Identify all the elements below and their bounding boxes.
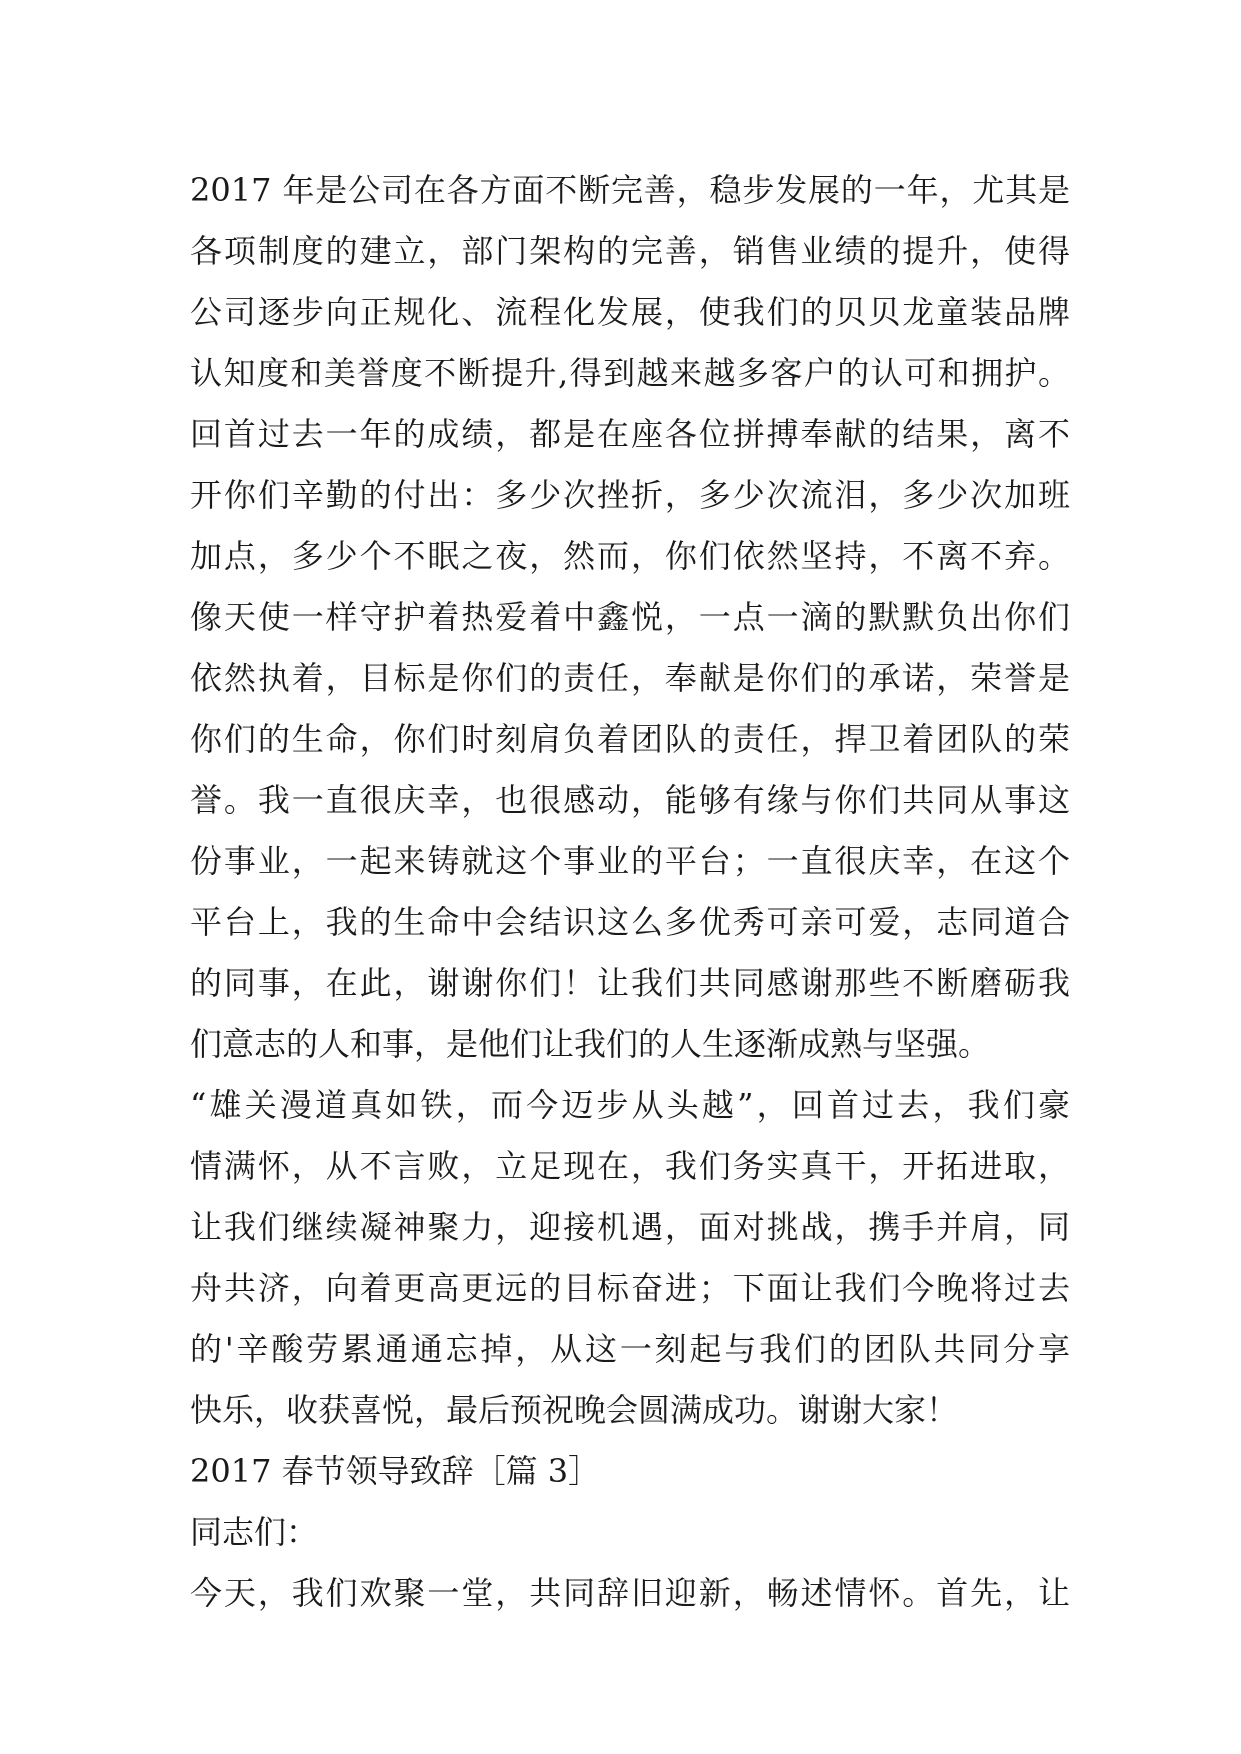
text-line: 像天使一样守护着热爱着中鑫悦，一点一滴的默默负出你们 <box>190 598 1070 636</box>
text-line: 2017 年是公司在各方面不断完善，稳步发展的一年，尤其是 <box>190 171 1070 209</box>
text-line: 平台上，我的生命中会结识这么多优秀可亲可爱，志同道合 <box>190 903 1070 941</box>
text-line: 各项制度的建立，部门架构的完善，销售业绩的提升，使得 <box>190 232 1070 270</box>
text-line: 们意志的人和事，是他们让我们的人生逐渐成熟与坚强。 <box>190 1025 991 1063</box>
text-line: 舟共济，向着更高更远的目标奋进；下面让我们今晚将过去 <box>190 1269 1070 1307</box>
text-line: 依然执着，目标是你们的责任，奉献是你们的承诺，荣誉是 <box>190 659 1070 697</box>
document-body <box>190 160 1070 1624</box>
text-line: 今天，我们欢聚一堂，共同辞旧迎新，畅述情怀。首先，让 <box>190 1574 1070 1612</box>
text-line: 快乐，收获喜悦，最后预祝晚会圆满成功。谢谢大家！ <box>190 1391 959 1429</box>
salutation: 同志们： <box>190 1513 319 1551</box>
text-line: 开你们辛勤的付出：多少次挫折，多少次流泪，多少次加班 <box>190 476 1070 514</box>
text-line: 回首过去一年的成绩，都是在座各位拼搏奉献的结果，离不 <box>190 415 1070 453</box>
text-line: 加点，多少个不眠之夜，然而，你们依然坚持，不离不弃。 <box>190 537 1070 575</box>
text-line: 让我们继续凝神聚力，迎接机遇，面对挑战，携手并肩，同 <box>190 1208 1070 1246</box>
text-line: 公司逐步向正规化、流程化发展，使我们的贝贝龙童装品牌 <box>190 293 1070 331</box>
text-line: 认知度和美誉度不断提升,得到越来越多客户的认可和拥护。 <box>190 354 1070 392</box>
text-line: 的'辛酸劳累通通忘掉，从这一刻起与我们的团队共同分享 <box>190 1330 1070 1368</box>
text-line: 的同事，在此，谢谢你们！让我们共同感谢那些不断磨砺我 <box>190 964 1070 1002</box>
text-line: 你们的生命，你们时刻肩负着团队的责任，捍卫着团队的荣 <box>190 720 1070 758</box>
text-line: 情满怀，从不言败，立足现在，我们务实真干，开拓进取， <box>190 1147 1070 1185</box>
text-line: “雄关漫道真如铁，而今迈步从头越”，回首过去，我们豪 <box>190 1086 1070 1124</box>
section-heading: 2017 春节领导致辞［篇 3］ <box>190 1452 601 1490</box>
text-line: 誉。我一直很庆幸，也很感动，能够有缘与你们共同从事这 <box>190 781 1070 819</box>
text-line: 份事业，一起来铸就这个事业的平台；一直很庆幸，在这个 <box>190 842 1070 880</box>
